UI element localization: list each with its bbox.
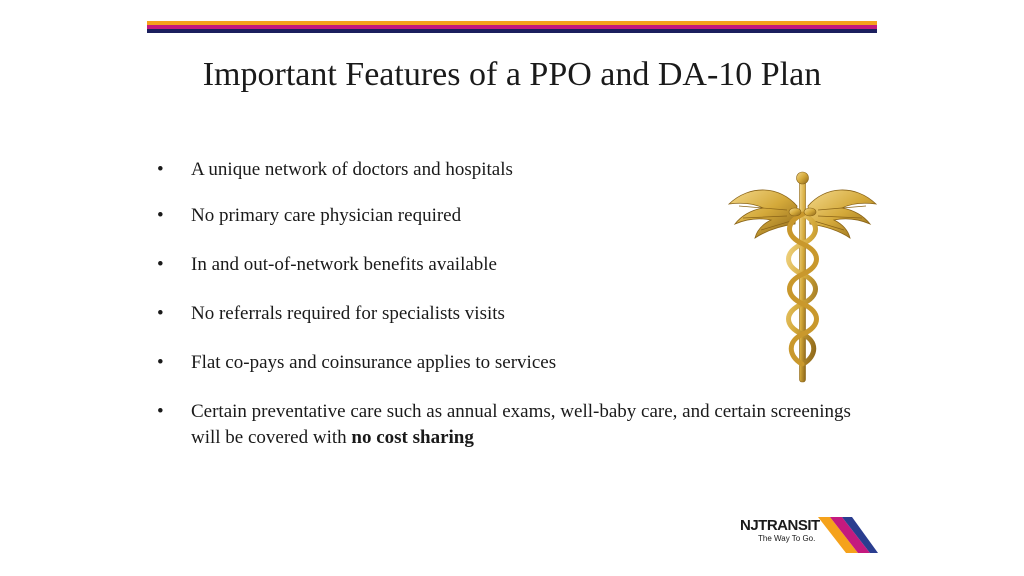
- bullet-dot: •: [157, 401, 164, 422]
- navy-bar: [147, 29, 877, 33]
- bullet-dot: •: [157, 159, 164, 180]
- bullet-dot: •: [157, 352, 164, 373]
- slide-title: Important Features of a PPO and DA-10 Plan: [202, 56, 822, 93]
- logo-stripes-icon: [818, 517, 878, 553]
- feature-text: No primary care physician required: [191, 205, 462, 226]
- bullet-dot: •: [157, 303, 164, 324]
- caduceus-icon: [725, 166, 880, 386]
- nj-transit-logo: [740, 517, 878, 553]
- logo-name: NJTRANSIT: [740, 517, 820, 534]
- feature-text: Certain preventative care such as annual exams, well-baby care, and certain screenings will be covered with: [191, 401, 851, 448]
- top-color-bars: [147, 21, 877, 33]
- bullet-dot: •: [157, 254, 164, 275]
- feature-text: Flat co-pays and coinsurance applies to services: [191, 352, 557, 373]
- logo-tagline: The Way To Go.: [758, 534, 816, 543]
- feature-item: [155, 399, 855, 451]
- feature-text: No referrals required for specialists visits: [191, 303, 505, 324]
- no-cost-sharing-emphasis: no cost sharing: [351, 427, 474, 448]
- feature-text: In and out-of-network benefits available: [191, 254, 497, 275]
- feature-text: A unique network of doctors and hospitals: [191, 159, 513, 180]
- bullet-dot: •: [157, 205, 164, 226]
- logo-text: [740, 517, 820, 544]
